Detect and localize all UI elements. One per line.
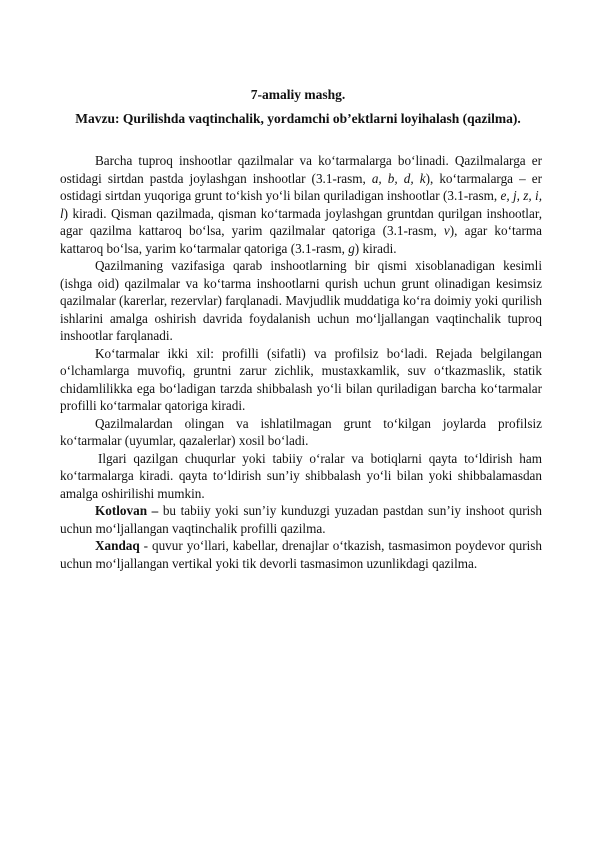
document-title: 7-amaliy mashg. [250,87,346,102]
document-body [60,152,542,572]
paragraph: Barcha tuproq inshootlar qazilmalar va ko‘tarmalarga bo‘linadi. Qazilmalarga er ostidagi sirtdan pastda joylashgan inshootlar (3.1-rasm, a, b, d, k), ko‘tarmalarga – er ostidagi sirtdan yuqoriga grunt to‘kish yo‘li bilan quriladigan inshootlar (3.1-rasm, e, j, z, i, l) kiradi. Qisman qazilmada, qisman ko‘tarmada joylashgan gruntdan qurilgan inshootlar, agar qazilma kattaroq bo‘lsa, yarim qazilmalar qatoriga (3.1-rasm, v), agar ko‘tarma kattaroq bo‘lsa, yarim ko‘tarmalar qatoriga (3.1-rasm, g) kiradi. [60,153,543,256]
paragraph: Qazilmaning vazifasiga qarab inshootlarning bir qismi xisoblanadigan kesimli (ishga oid) qazilmalar va ko‘tarma inshootlarni qurish uchun grunt olinadigan kesimsiz qazilmalar (karerlar, rezervlar) farqlanadi. Mavjudlik muddatiga ko‘ra doimiy yoki qurilish ishlarini amalga oshirish davrida foydalanish uchun mo‘ljallangan vaqtinchalik tuproq inshootlar farqlanadi. [60,258,542,343]
paragraph: Ko‘tarmalar ikki xil: profilli (sifatli) va profilsiz bo‘ladi. Rejada belgilangan o‘lchamlarga muvofiq, gruntni zarur zichlik, mustaxkamlik, suv o‘tkazmaslik, statik chidamlilikka ega bo‘ladigan tarzda shibbalash yo‘li bilan quriladigan barcha ko‘tarmalar profilli ko‘tarmalar qatoriga kiradi. [60,345,542,413]
paragraph-kotlovan-definition: Kotlovan – bu tabiiy yoki sun’iy kunduzgi yuzadan pastdan sun’iy inshoot qurish uchun mo‘ljallangan vaqtinchalik profilli qazilma. [60,503,542,536]
paragraph: Ilgari qazilgan chuqurlar yoki tabiiy o‘ralar va botiqlarni qayta to‘ldirish ham ko‘tarmalarga kiradi. qayta to‘ldirish sun’iy shibbalash yo‘li bilan yoki shibbalamasdan amalga oshirilishi mumkin. [60,450,542,501]
paragraph: Qazilmalardan olingan va ishlatilmagan grunt to‘kilgan joylarda profilsiz ko‘tarmalar (uyumlar, qazalerlar) xosil bo‘ladi. [60,415,542,448]
document-subtitle: Mavzu: Qurilishda vaqtinchalik, yordamchi ob’ektlarni loyihalash (qazilma). [75,111,521,126]
paragraph-xandaq-definition: Xandaq - quvur yo‘llari, kabellar, drenajlar o‘tkazish, tasmasimon poydevor qurish uchun mo‘ljallangan vertikal yoki tik devorli tasmasimon uzunlikdagi qazilma. [60,538,542,571]
